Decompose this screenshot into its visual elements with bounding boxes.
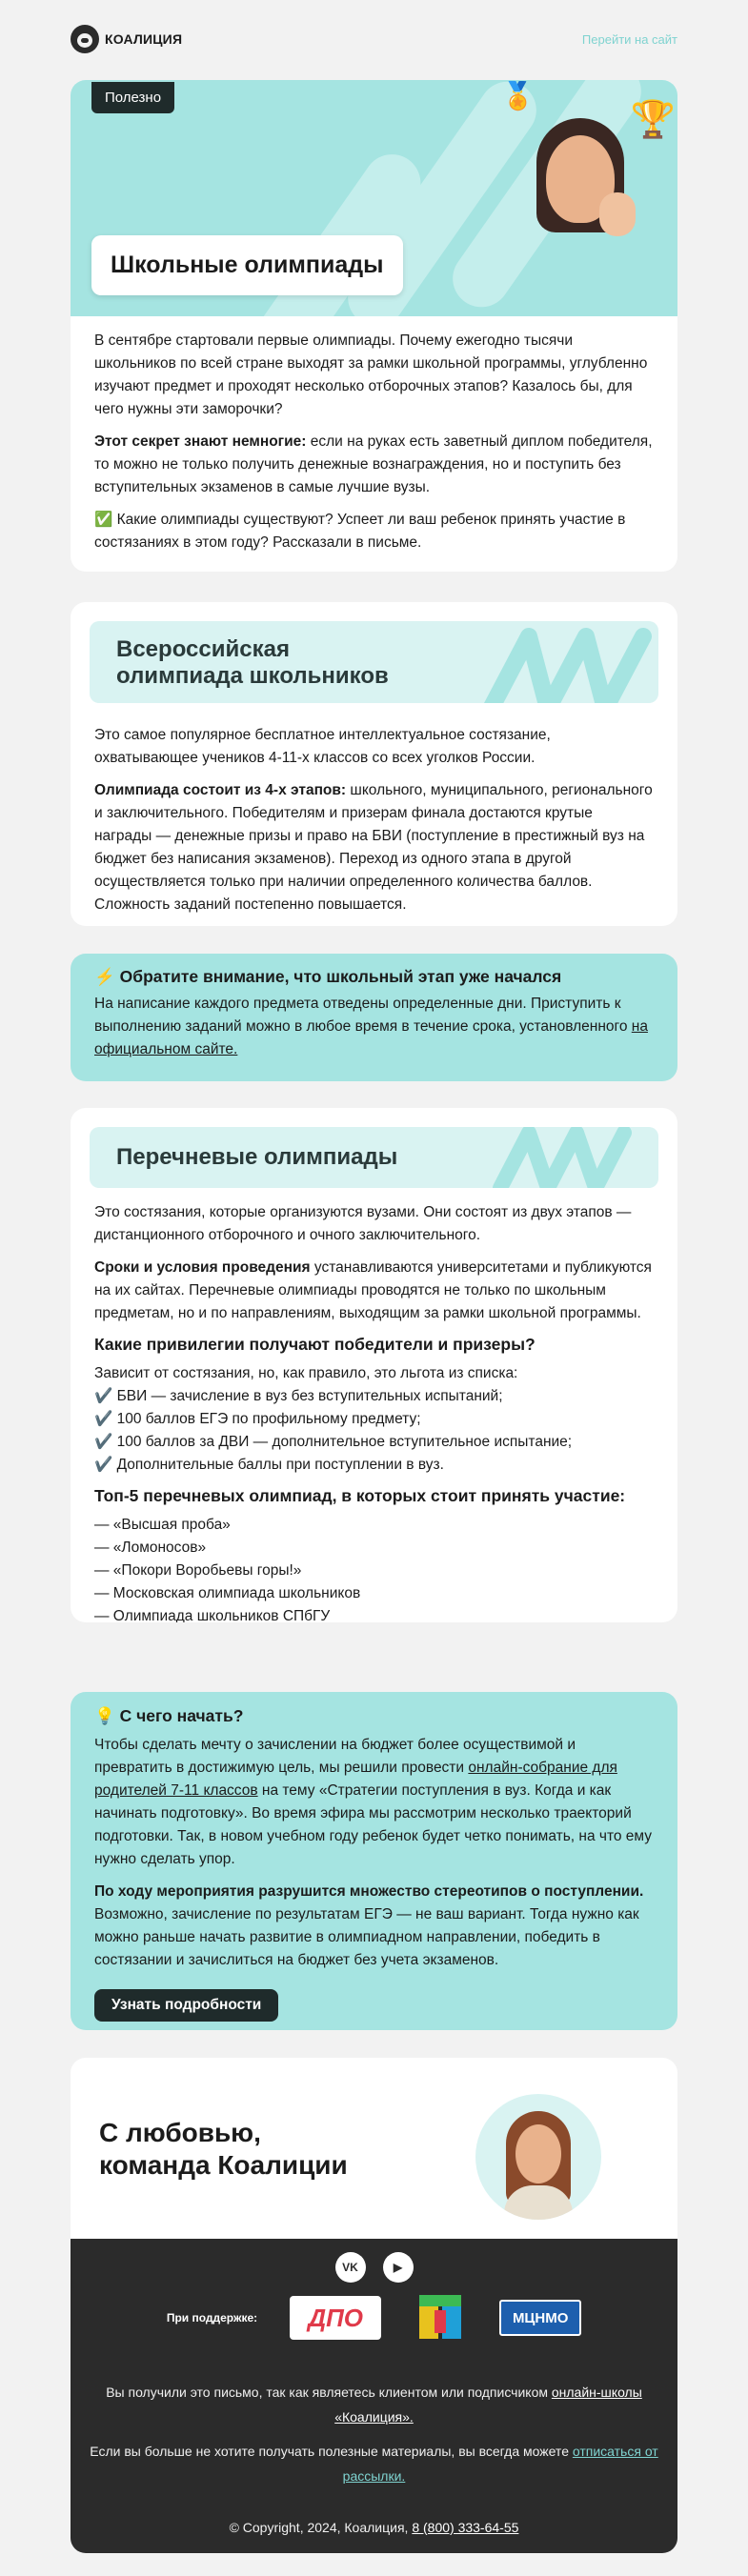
footer [71, 2239, 677, 2553]
email-header [71, 17, 677, 61]
perechen-title: Перечневые олимпиады [116, 1144, 398, 1170]
cube-logo-icon [414, 2296, 467, 2340]
notice-text: На написание каждого предмета отведены определенные дни. Приступить к выполнению заданий можно в любое время в течение срока, установленного на официальном сайте. [94, 996, 648, 1057]
zigzag-decor-icon [472, 627, 653, 703]
start-card [71, 1692, 677, 2030]
perechen-paragraph-2: Сроки и условия проведения устанавливаются университетами и публикуются на их сайтах. Перечневые олимпиады проводятся не только по школьным предметам, но и по направлениям, выходящим за рамки школьной программы. [94, 1259, 652, 1321]
hero-title: Школьные олимпиады [91, 235, 403, 295]
social-links [71, 2252, 677, 2283]
support-label: При поддержке: [166, 2311, 258, 2324]
school-link[interactable]: онлайн-школы «Коалиция». [334, 2385, 642, 2425]
official-site-link[interactable]: на официальном сайте. [94, 1018, 648, 1057]
vsosh-card [71, 602, 677, 926]
youtube-icon[interactable]: ▶ [383, 2252, 414, 2283]
notice-card [71, 954, 677, 1081]
phone-link[interactable]: 8 (800) 333-64-55 [412, 2520, 519, 2535]
privileges-intro: Зависит от состязания, но, как правило, это льгота из списка: [94, 1365, 518, 1381]
privilege-item: ✔️ 100 баллов за ДВИ — дополнительное вступительное испытание; [94, 1434, 573, 1450]
footer-subscription-text: Вы получили это письмо, так как являетесь клиентом или подписчиком онлайн-школы «Коалиция». [106, 2385, 642, 2425]
vsosh-banner [90, 621, 658, 703]
team-avatar-icon [475, 2094, 601, 2220]
dpo-logo: ДПО [290, 2296, 381, 2340]
top5-title: Топ-5 перечневых олимпиад, в которых стоит принять участие: [94, 1486, 626, 1505]
go-to-site-link[interactable]: Перейти на сайт [581, 31, 677, 47]
privileges-title: Какие привилегии получают победители и призеры? [94, 1335, 536, 1354]
koala-logo-icon [71, 25, 99, 53]
tag-useful: Полезно [91, 82, 174, 113]
zigzag-decor-icon [472, 1127, 653, 1188]
perechen-card [71, 1108, 677, 1622]
unsubscribe-link[interactable]: отписаться от рассылки. [342, 2444, 658, 2484]
hero-banner [71, 80, 677, 316]
copyright: © Copyright, 2024, Коалиция, 8 (800) 333-64-55 [229, 2520, 519, 2535]
intro-paragraph: В сентябре стартовали первые олимпиады. Почему ежегодно тысячи школьников по всей стране выходят за рамки школьной программы, углубленно изучают предмет и проходят несколько отборочных этапов? Казалось бы, для чего нужны эти заморочки? [94, 332, 648, 417]
logo[interactable] [71, 25, 182, 53]
signature-block [71, 2058, 677, 2239]
parents-meeting-link[interactable]: онлайн-собрание для родителей 7-11 классов [94, 1760, 617, 1799]
privilege-item: ✔️ 100 баллов ЕГЭ по профильному предмету; [94, 1411, 421, 1427]
start-paragraph-2: По ходу мероприятия разрушится множество стереотипов о поступлении. Возможно, зачисление по результатам ЕГЭ — не ваш вариант. Тогда нужно как можно раньше начать развитие в олимпиадном направлении, победить в состязании и зачислиться на бюджет без учета экзаменов. [94, 1883, 644, 1968]
learn-more-button[interactable]: Узнать подробности [94, 1989, 278, 2022]
medal-icon: 🏅 [501, 81, 535, 111]
top5-item: — «Покори Воробьевы горы!» [94, 1562, 302, 1579]
logo-text: КОАЛИЦИЯ [105, 31, 183, 47]
mcnmo-logo: МЦНМО [499, 2300, 581, 2336]
intro-card [71, 80, 677, 572]
support-logos [71, 2296, 677, 2340]
trophy-icon: 🏆 [630, 100, 676, 140]
vsosh-title: Всероссийская олимпиада школьников [116, 636, 389, 689]
top5-item: — Московская олимпиада школьников [94, 1585, 361, 1601]
notice-title: ⚡ Обратите внимание, что школьный этап уже начался [94, 967, 562, 986]
vsosh-paragraph-2: Олимпиада состоит из 4-х этапов: школьного, муниципального, регионального и заключительного. Победителям и призерам финала достаются крутые награды — денежные призы и право на БВИ (поступление в престижный вуз на бюджет без написания экзаменов). Переход из одного этапа в другой осуществляется только при наличии определенного количества баллов. Сложность заданий постепенно повышается. [94, 782, 653, 913]
top5-item: — «Ломоносов» [94, 1540, 207, 1556]
vsosh-paragraph-1: Это самое популярное бесплатное интеллектуальное состязание, охватывающее учеников 4-11-х классов со всех уголков России. [94, 727, 551, 766]
perechen-paragraph-1: Это состязания, которые организуются вузами. Они состоят из двух этапов — дистанционного отборочного и очного заключительного. [94, 1204, 632, 1243]
perechen-banner [90, 1127, 658, 1188]
top5-item: — «Высшая проба» [94, 1517, 231, 1533]
privilege-item: ✔️ БВИ — зачисление в вуз без вступительных испытаний; [94, 1388, 503, 1404]
start-title: 💡 С чего начать? [94, 1706, 244, 1725]
girl-avatar-icon [533, 118, 637, 242]
signature-text: С любовью, команда Коалиции [99, 2118, 348, 2180]
secret-paragraph: Этот секрет знают немногие: если на руках есть заветный диплом победителя, то можно не только получить денежные вознаграждения, но и поступить без вступительных экзаменов в самые лучшие вузы. [94, 433, 653, 495]
question-paragraph: ✅ Какие олимпиады существуют? Успеет ли ваш ребенок принять участие в состязаниях в этом году? Рассказали в письме. [94, 512, 626, 551]
vk-icon[interactable]: VK [335, 2252, 366, 2283]
start-paragraph-1: Чтобы сделать мечту о зачислении на бюджет более осуществимой и превратить в достижимую цель, мы решили провести онлайн-собрание для родителей 7-11 классов на тему «Стратегии поступления в вуз. Когда и как начинать подготовку». Во время эфира мы рассмотрим несколько траекторий подготовки. Так, в новом учебном году ребенок будет четко понимать, на что ему нужно сделать упор. [94, 1737, 652, 1867]
top5-item: — Олимпиада школьников СПбГУ [94, 1608, 331, 1622]
footer-unsubscribe-text: Если вы больше не хотите получать полезные материалы, вы всегда можете отписаться от рассылки. [90, 2444, 658, 2484]
privilege-item: ✔️ Дополнительные баллы при поступлении в вуз. [94, 1457, 444, 1473]
